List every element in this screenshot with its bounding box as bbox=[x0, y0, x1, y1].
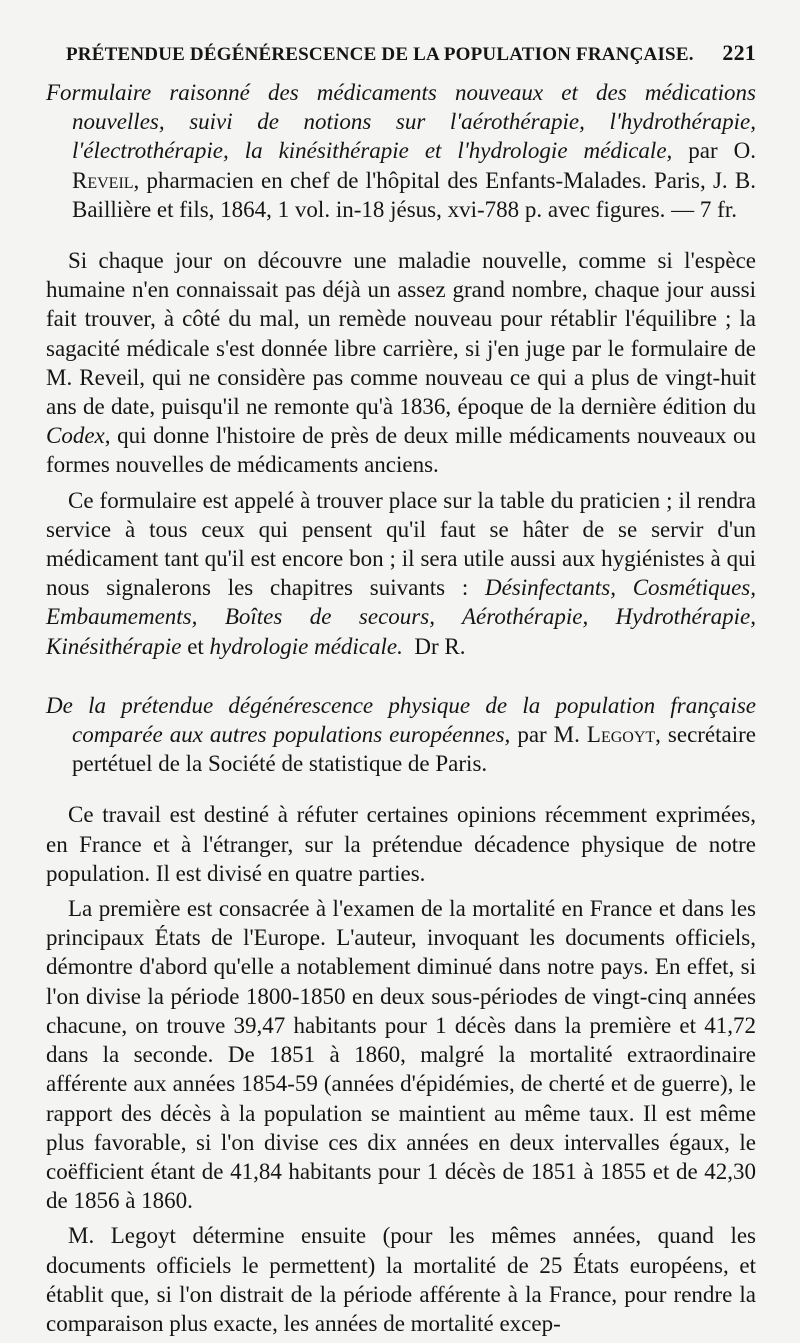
review-entry-legoyt bbox=[46, 691, 756, 779]
codex-title: Codex bbox=[46, 423, 105, 449]
book-title-degenerescence: De la prétendue dégénérescence physique de la population française comparée aux autres populations européennes, bbox=[46, 692, 756, 748]
book-details-reveil: , pharmacien en chef de l'hôpital des Enfants-Malades. Paris, J. B. Baillière et fils, 1864, 1 vol. in-18 jésus, xvi-788 p. avec figures. — 7 fr. bbox=[72, 167, 756, 222]
page-body bbox=[46, 78, 756, 1338]
spacer bbox=[46, 661, 756, 691]
review-entry-reveil bbox=[46, 78, 756, 224]
paragraph-reveil-1 bbox=[46, 246, 756, 480]
book-by: par O. bbox=[688, 138, 756, 164]
page-number: 221 bbox=[722, 40, 756, 65]
chapter-and: et bbox=[181, 633, 210, 659]
book-details-legoyt: , secrétaire pertétuel de la Société de statistique de Paris. bbox=[72, 722, 756, 777]
author-reveil: Reveil bbox=[72, 167, 134, 193]
paragraph-text: Ce formulaire est appelé à trouver place sur la table du praticien ; il rendra service à tous ceux qui pensent qu'il faut se hâter de se servir d'un médicament tant qu'il est encore bon ; il sera utile aussi aux hygiénistes à qui nous signalerons les chapitres suivants : bbox=[46, 487, 756, 601]
book-by: par M. bbox=[510, 722, 587, 748]
reviewer-signature: Dr R. bbox=[414, 633, 466, 659]
spacer bbox=[46, 224, 756, 246]
spacer bbox=[46, 778, 756, 800]
author-legoyt: Legoyt bbox=[586, 722, 656, 748]
chapter-last: hydrologie médicale. bbox=[209, 633, 403, 659]
paragraph-reveil-2 bbox=[46, 486, 756, 661]
running-head-title: PRÉTENDUE DÉGÉNÉRESCENCE DE LA POPULATION FRANÇAISE. bbox=[66, 44, 694, 65]
paragraph-legoyt-2: La première est consacrée à l'examen de la mortalité en France et dans les principaux États de l'Europe. L'auteur, invoquant les documents officiels, démontre d'abord qu'elle a notablement diminué dans notre pays. En effet, si l'on divise la période 1800-1850 en deux sous-périodes de vingt-cinq années chacune, on trouve 39,47 habitants pour 1 décès dans la première et 41,72 dans la seconde. De 1851 à 1860, malgré la mortalité extraordinaire afférente aux années 1854-59 (années d'épidémies, de cherté et de guerre), le rapport des décès à la population se maintient au même taux. Il est même plus favorable, si l'on divise ces dix années en deux intervalles égaux, le coëfficient étant de 41,84 habitants pour 1 décès de 1851 à 1855 et de 42,30 de 1856 à 1860. bbox=[46, 896, 756, 1214]
chapter-list: Désinfectants, Cosmétiques, Embaumements, Boîtes de secours, Aérothérapie, Hydrothérapie, Kinésithérapie bbox=[46, 575, 757, 659]
paragraph-text-end: , qui donne l'histoire de près de deux mille médicaments nouveaux ou formes nouvelles de médicaments anciens. bbox=[46, 423, 756, 478]
paragraph-legoyt-1: Ce travail est destiné à réfuter certaines opinions récemment exprimées, en France et à l'étranger, sur la prétendue décadence physique de notre population. Il est divisé en quatre parties. bbox=[46, 802, 756, 886]
paragraph-legoyt-3: M. Legoyt détermine ensuite (pour les mêmes années, quand les documents officiels le permettent) la mortalité de 25 États européens, et établit que, si l'on distrait de la période afférente à la France, pour rendre la comparaison plus exacte, les années de mortalité excep- bbox=[46, 1223, 756, 1336]
paragraph-text: Si chaque jour on découvre une maladie nouvelle, comme si l'espèce humaine n'en connaissait pas déjà un assez grand nombre, chaque jour aussi fait trouver, à côté du mal, un remède nouveau pour rétablir l'équilibre ; la sagacité médicale s'est donnée libre carrière, si j'en juge par le formulaire de M. Reveil, qui ne considère pas comme nouveau ce qui a plus de vingt-huit ans de date, puisqu'il ne remonte qu'à 1836, époque de la dernière édition du bbox=[46, 248, 756, 420]
running-head bbox=[66, 40, 756, 66]
book-title-formulaire: Formulaire raisonné des médicaments nouveaux et des médications nouvelles, suivi de notions sur l'aérothérapie, l'hydrothérapie, l'électrothérapie, la kinésithérapie et l'hydrologie médicale, bbox=[46, 80, 756, 164]
